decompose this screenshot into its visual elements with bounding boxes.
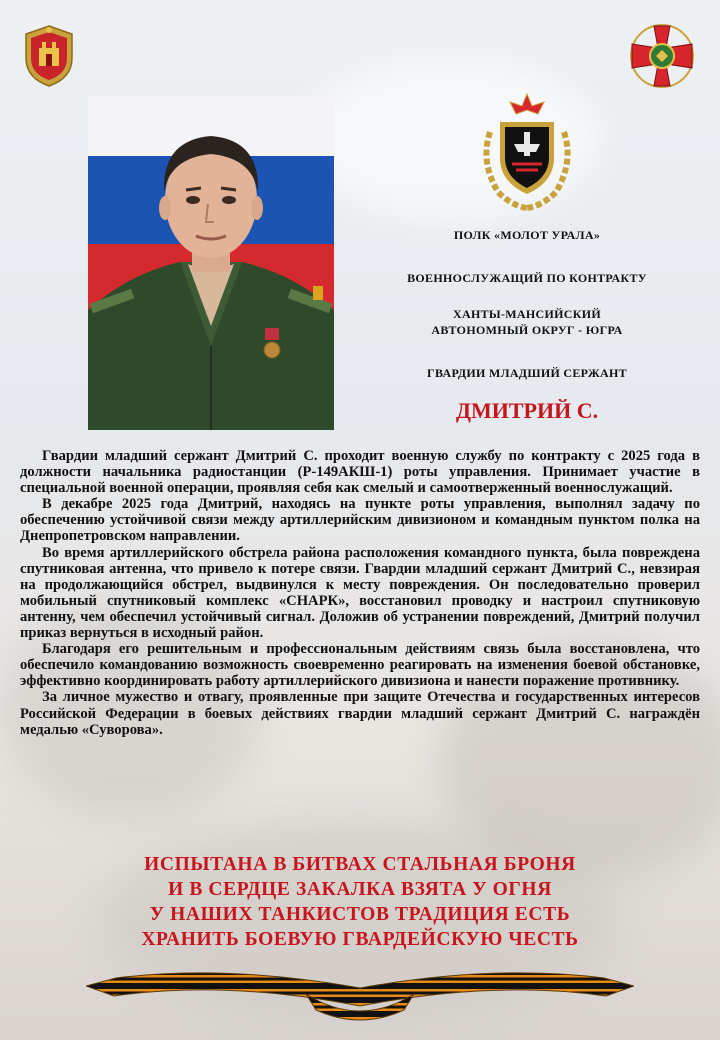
biography-paragraph: Гвардии младший сержант Дмитрий С. проходит военную службу по контракту с 2025 года в должности начальника радиостанции (Р-149АКШ-1) роты управления. Принимает участие в специальной военной операции, проявляя себя как смелый и самоотверженный военнослужащий.: [20, 448, 700, 497]
region-line-2: АВТОНОМНЫЙ ОКРУГ - ЮГРА: [431, 323, 623, 337]
region-line-1: ХАНТЫ-МАНСИЙСКИЙ: [453, 307, 601, 321]
st-george-ribbon-icon: [86, 958, 634, 1028]
biography-text: [20, 448, 700, 738]
rank: ГВАРДИИ МЛАДШИЙ СЕРЖАНТ: [427, 366, 627, 380]
regiment-title: ПОЛК «МОЛОТ УРАЛА»: [453, 228, 601, 242]
poem-line: И В СЕРДЦЕ ЗАКАЛКА ВЗЯТА У ОГНЯ: [168, 879, 552, 900]
cross-insignia-icon: [628, 22, 696, 90]
poem-line: ИСПЫТАНА В БИТВАХ СТАЛЬНАЯ БРОНЯ: [144, 854, 576, 875]
biography-paragraph: Во время артиллерийского обстрела района расположения командного пункта, была повреждена спутниковая антенна, что привело к потере связи. Гвардии младший сержант Дмитрий С., невзирая на продолжающийся обстрел, выдвинулся к месту повреждения. Он последовательно проверил мобильный спутниковый комплекс «СНАРК», восстановил проводку и настроил спутниковую антенну, чем обеспечил устойчивый сигнал. Доложив об устранении повреждений, Дмитрий получил приказ вернуться в исходный район.: [20, 544, 700, 642]
regiment-emblem-icon: [476, 92, 578, 212]
biography-paragraph: За личное мужество и отвагу, проявленные при защите Отечества и государственных интересов Российской Федерации в боевых действиях гвардии младший сержант Дмитрий С. награждён медалью «Суворова».: [20, 689, 700, 738]
poem: [60, 852, 660, 952]
poem-line: ХРАНИТЬ БОЕВУЮ ГВАРДЕЙСКУЮ ЧЕСТЬ: [141, 929, 579, 950]
biography-paragraph: Благодаря его решительным и профессиональным действиям связь была восстановлена, что обеспечило командованию возможность своевременно реагировать на изменения боевой обстановке, эффективно координировать работу артиллерийского дивизиона и нанести поражение противнику.: [20, 641, 700, 690]
service-type: ВОЕННОСЛУЖАЩИЙ ПО КОНТРАКТУ: [407, 271, 647, 285]
district-coat-of-arms-icon: [22, 24, 76, 88]
poem-line: У НАШИХ ТАНКИСТОВ ТРАДИЦИЯ ЕСТЬ: [149, 904, 571, 925]
soldier-name: ДМИТРИЙ С.: [455, 398, 599, 423]
biography-paragraph: В декабре 2025 года Дмитрий, находясь на пункте роты управления, выполнял задачу по обеспечению устойчивой связи между артиллерийским дивизионом и командным пунктом полка на Днепропетровском направлении.: [20, 496, 700, 545]
soldier-portrait-photo: [88, 96, 334, 430]
